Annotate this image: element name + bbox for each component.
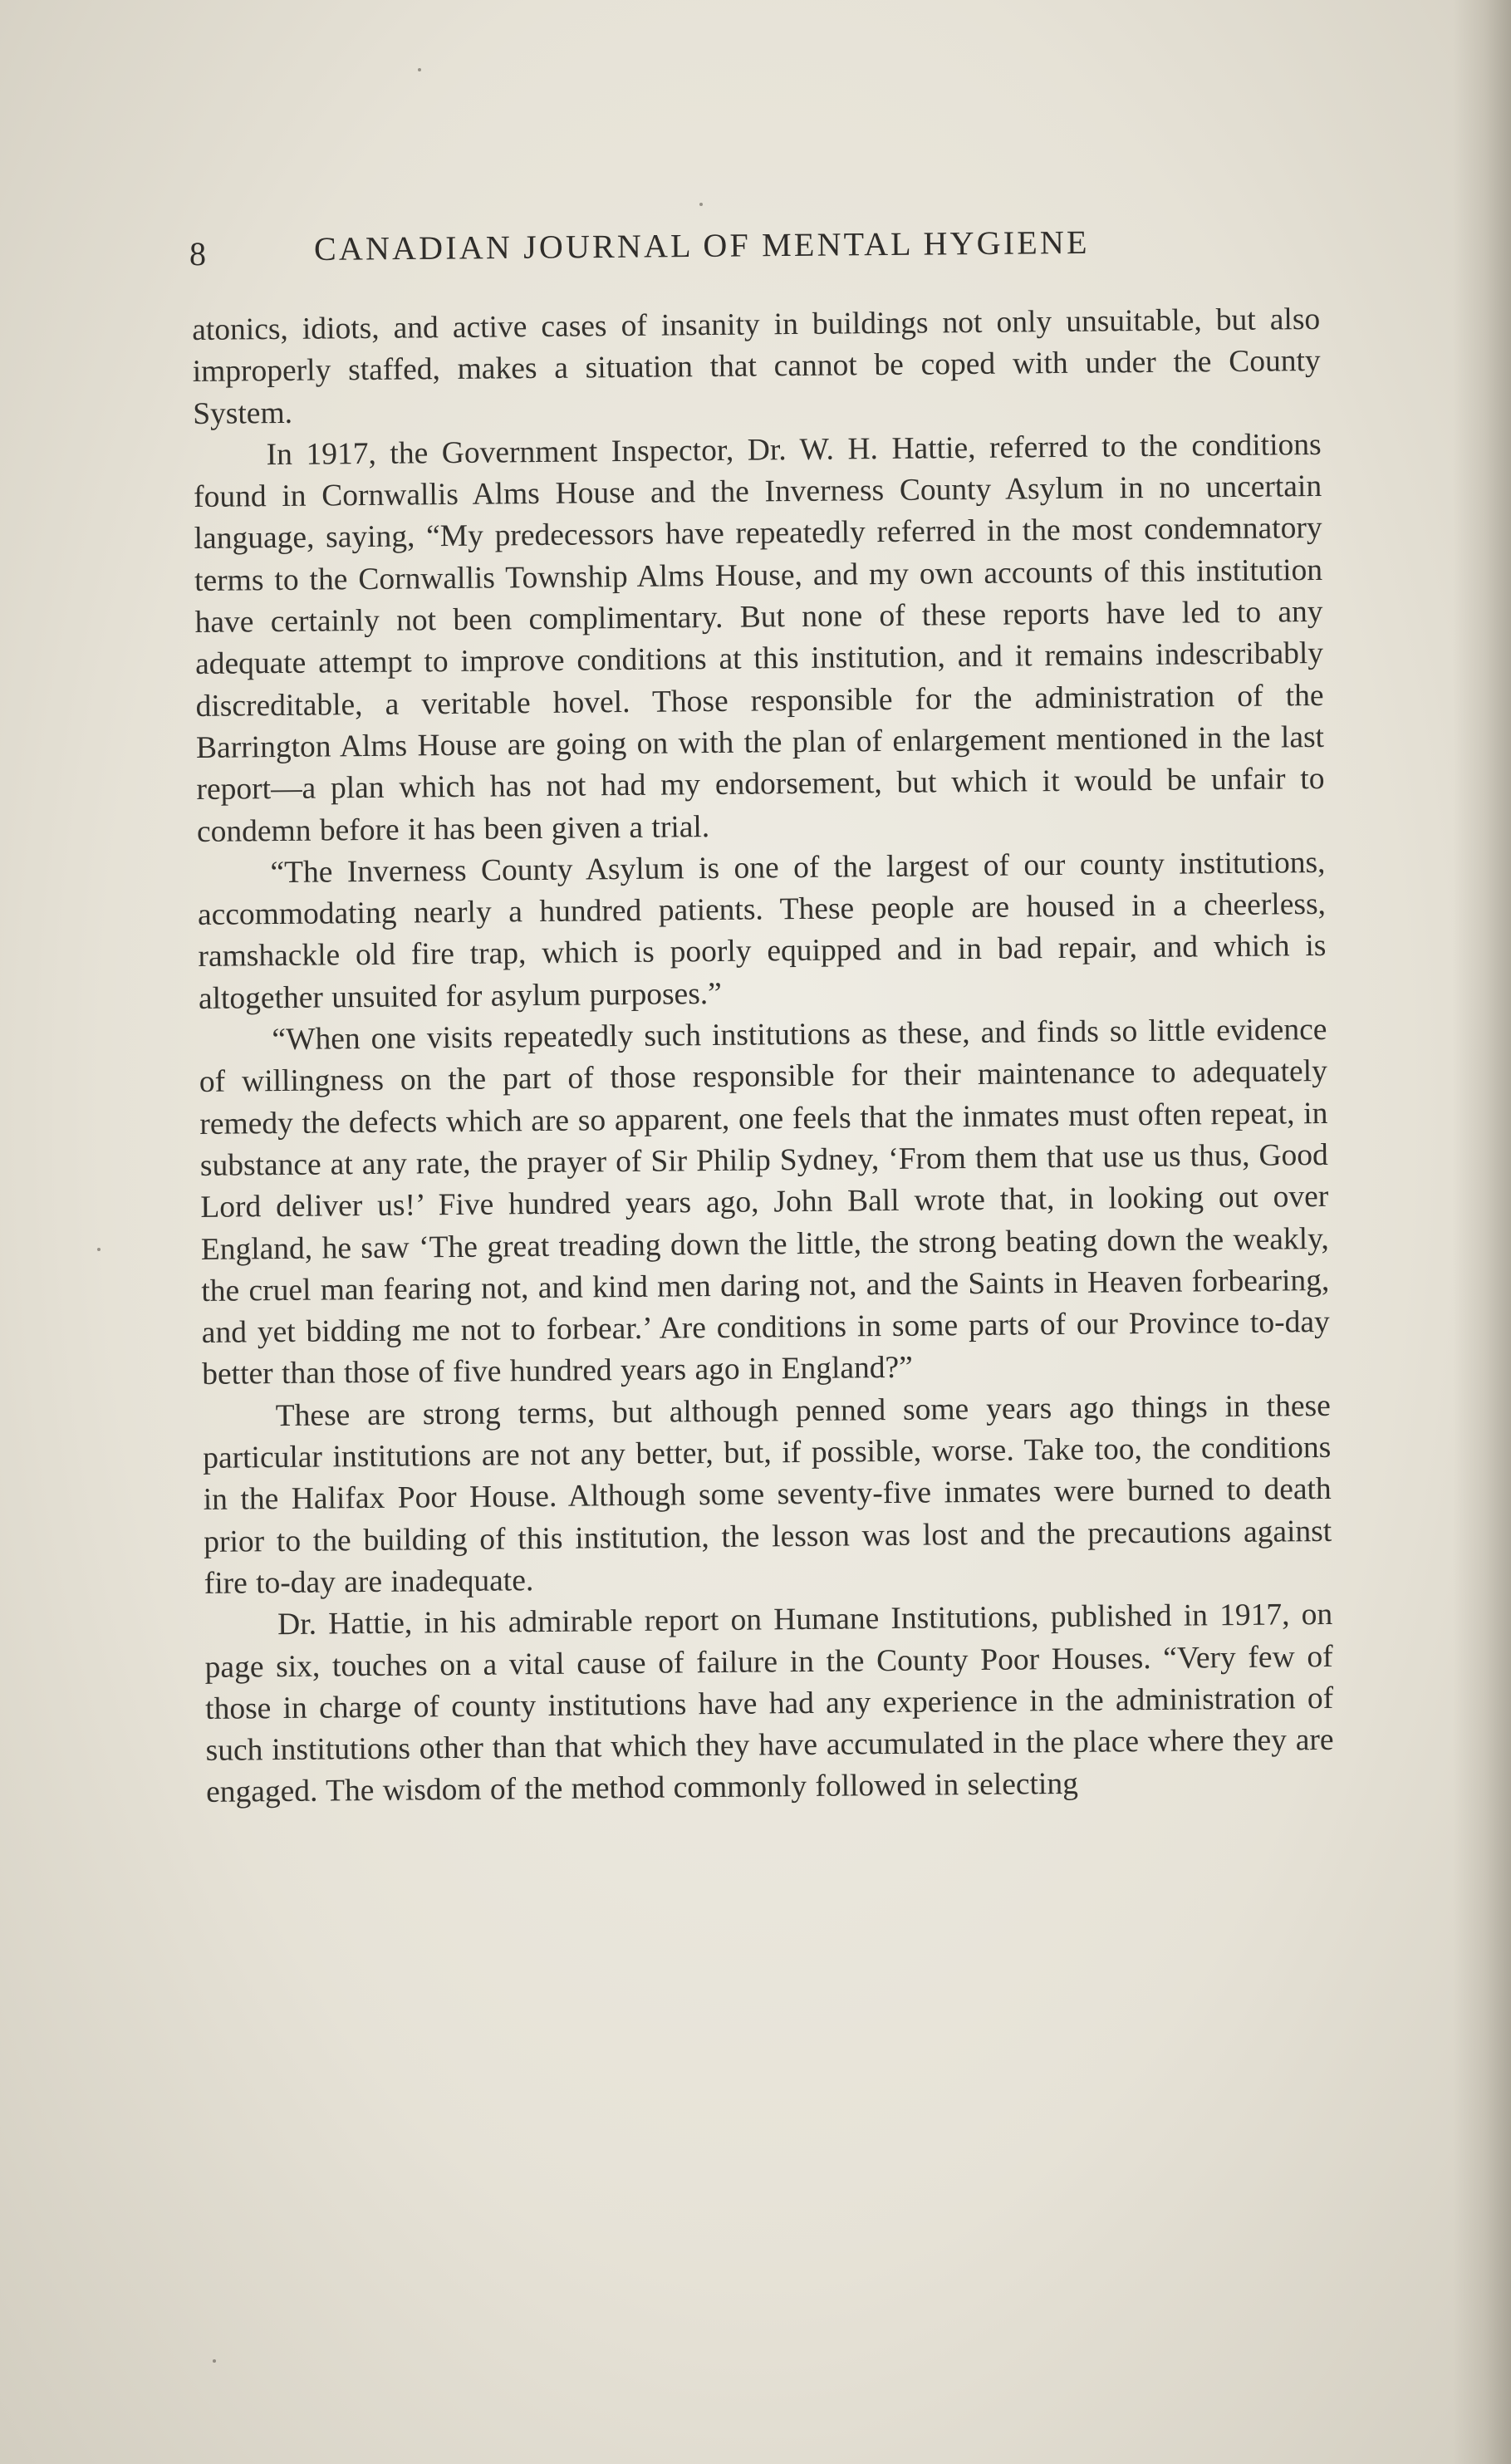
paragraph: atonics, idiots, and active cases of insanity in buildings not only unsuitable, but also improperly staffed, makes a situation that cannot be coped with under the County System. [192, 302, 1321, 431]
paper-speck [699, 203, 703, 206]
paper-speck [97, 1248, 101, 1251]
running-head: CANADIAN JOURNAL OF MENTAL HYGIENE [313, 223, 1090, 268]
paper-speck [418, 68, 421, 71]
page-header [189, 223, 1195, 281]
paragraph: “The Inverness County Asylum is one of the largest of our county institutions, accommodating nearly a hundred patients. These people are housed in a cheerless, ramshackle old fire trap, which is poorly equipped and in bad repair, and which is altogether unsuited for asylum purposes.” [197, 845, 1327, 1016]
paragraph: These are strong terms, but although penned some years ago things in these particular institutions are not any better, but, if possible, worse. Take too, the conditions in the Halifax Poor House. Although some seventy-five inmates were burned to death prior to the building of this institution, the lesson was lost and the precautions against fire to-day are inadequate. [203, 1388, 1332, 1601]
paragraph: Dr. Hattie, in his admirable report on Humane Institutions, published in 1917, on page six, touches on a vital cause of failure in the County Poor Houses. “Very few of those in charge of county institutions have had any experience in the administration of such institutions other than that which they have accumulated in the place where they are engaged. The wisdom of the method commonly followed in selecting [204, 1598, 1334, 1810]
paragraph: In 1917, the Government Inspector, Dr. W. H. Hattie, referred to the conditions found in Cornwallis Alms House and the Inverness County Asylum in no uncertain language, saying, “My predecessors have repeatedly referred in the most condemnatory terms to the Cornwallis Township Alms House, and my own accounts of this institution have certainly not been complimentary. But none of these reports have led to any adequate attempt to improve conditions at this institution, and it remains indescribably discreditable, a veritable hovel. Those responsible for the administration of the Barrington Alms House are going on with the plan of enlargement mentioned in the last report—a plan which has not had my endorsement, but which it would be unfair to condemn before it has been given a trial. [193, 427, 1325, 849]
paper-speck [213, 2359, 216, 2363]
article-body [192, 299, 1334, 1814]
page-edge-shadow [1453, 0, 1511, 2464]
page-number: 8 [189, 235, 207, 272]
paragraph: “When one visits repeatedly such institutions as these, and finds so little evidence of willingness on the part of those responsible for their maintenance to adequately remedy the defects which are so apparent, one feels that the inmates must often repeat, in substance at any rate, the prayer of Sir Philip Sydney, ‘From them that use us thus, Good Lord deliver us!’ Five hundred years ago, John Ball wrote that, in looking out over England, he saw ‘The great treading down the little, the strong beating down the weakly, the cruel man fearing not, and kind men daring not, and the Saints in Heaven forbearing, and yet bidding me not to forbear.’ Are conditions in some parts of our Province to-day better than those of five hundred years ago in England?” [199, 1012, 1330, 1392]
